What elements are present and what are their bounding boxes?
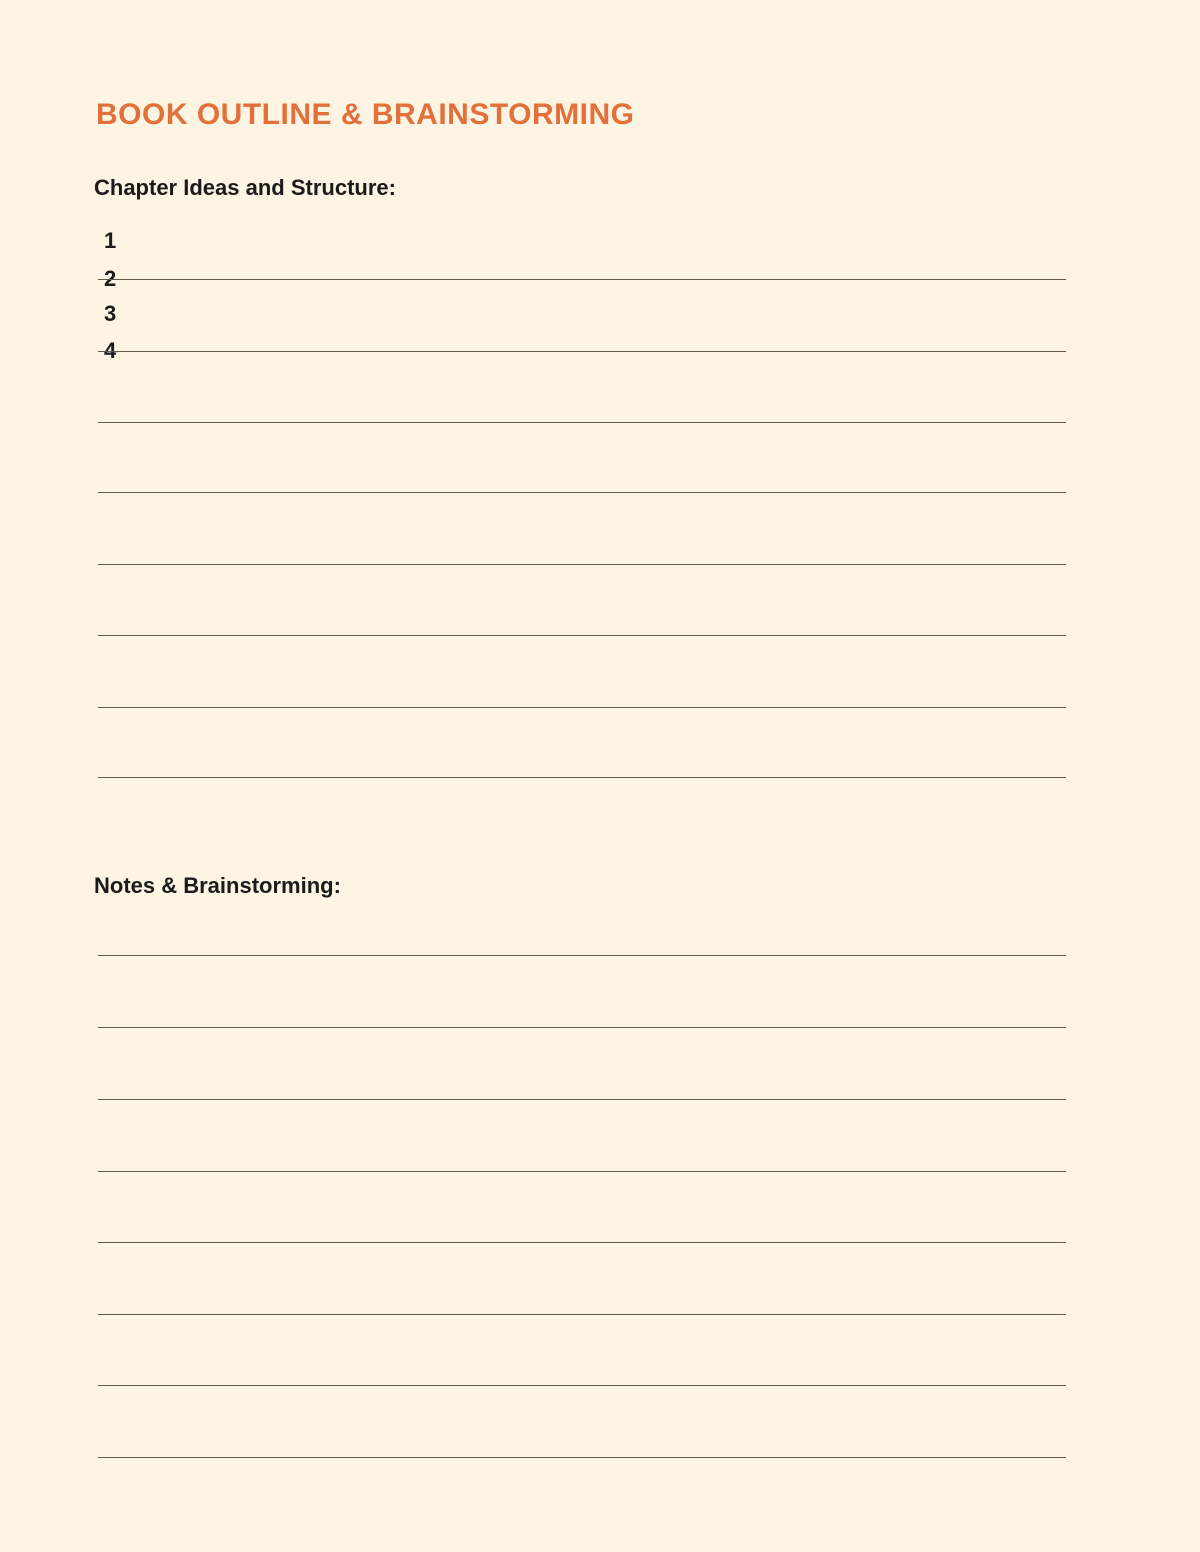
- chapter-number-4: 4: [104, 338, 117, 363]
- notes-rule-4[interactable]: [98, 1171, 1066, 1172]
- chapter-number-2: 2: [104, 266, 117, 291]
- chapter-number-3: 3: [104, 301, 117, 326]
- notes-rule-7[interactable]: [98, 1385, 1066, 1386]
- chapter-section-label: Chapter Ideas and Structure:: [94, 175, 396, 200]
- notes-rule-6[interactable]: [98, 1314, 1066, 1315]
- notes-rule-3[interactable]: [98, 1099, 1066, 1100]
- notes-rule-1[interactable]: [98, 955, 1066, 956]
- page-title: BOOK OUTLINE & BRAINSTORMING: [96, 98, 635, 131]
- notes-rule-2[interactable]: [98, 1027, 1066, 1028]
- notes-rule-5[interactable]: [98, 1242, 1066, 1243]
- notes-rule-8[interactable]: [98, 1457, 1066, 1458]
- notes-section-label: Notes & Brainstorming:: [94, 873, 341, 898]
- chapter-number-1: 1: [104, 228, 117, 253]
